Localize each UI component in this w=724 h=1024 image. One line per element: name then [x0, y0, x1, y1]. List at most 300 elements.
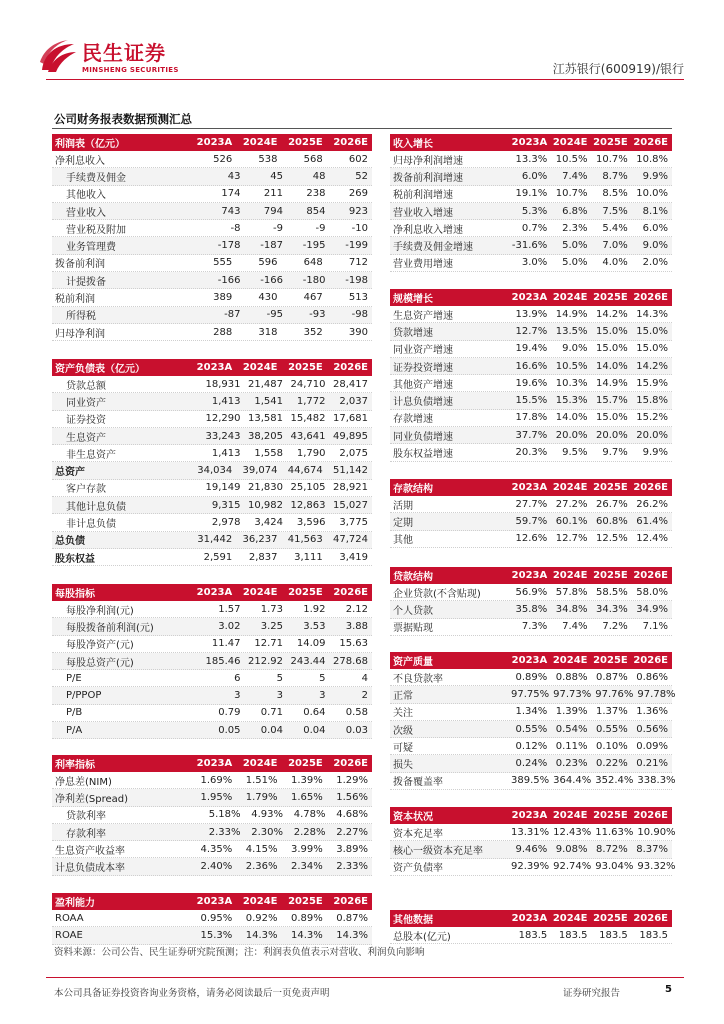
table-title: 资本状况	[393, 812, 433, 823]
row-value: 12,863	[290, 499, 326, 511]
table-header	[390, 910, 672, 927]
table-row	[52, 220, 372, 237]
row-value: 9.5%	[562, 447, 588, 459]
row-label: 拨备前利润增速	[393, 172, 463, 184]
row-value: 8.37%	[636, 843, 668, 855]
row-value: 338.3%	[637, 775, 676, 787]
header-divider	[46, 79, 684, 80]
row-label: 同业负债增速	[393, 431, 453, 443]
row-label: 损失	[393, 760, 413, 772]
row-value: 568	[303, 153, 323, 165]
year-header: 2025E	[288, 587, 323, 598]
row-label: P/PPOP	[66, 690, 102, 702]
table-row	[52, 393, 372, 410]
row-value: 17,681	[333, 413, 368, 425]
table-row	[52, 480, 372, 497]
row-value: 3,775	[339, 517, 368, 529]
table-row	[390, 323, 672, 340]
table-title: 其他数据	[393, 915, 433, 926]
row-value: 8.7%	[602, 170, 628, 182]
year-header: 2024E	[552, 913, 588, 924]
row-value: 49,895	[333, 430, 368, 442]
row-value: 1.69%	[200, 774, 233, 786]
year-header: 2023A	[511, 137, 548, 148]
row-value: 1.65%	[290, 791, 323, 803]
row-value: 10.3%	[555, 377, 588, 389]
brand-name-en: MINSHENG SECURITIES	[82, 66, 179, 74]
year-header: 2026E	[333, 137, 368, 148]
table-title: 每股指标	[55, 589, 95, 600]
right-table	[390, 289, 672, 462]
row-value: 183.5	[558, 929, 588, 941]
footer-divider	[46, 977, 684, 978]
row-value: 93.32%	[637, 861, 676, 873]
row-value: 5.18%	[208, 809, 241, 821]
table-title: 利润表（亿元）	[55, 139, 125, 150]
row-value: 238	[306, 188, 326, 200]
row-value: -195	[302, 240, 326, 252]
table-header	[52, 893, 372, 910]
row-label: 计息负债增速	[393, 397, 453, 409]
table-row	[52, 772, 372, 789]
table-row	[390, 168, 672, 185]
row-value: 2.12	[345, 603, 368, 615]
row-value: 2.34%	[290, 861, 323, 873]
row-value: 19.1%	[515, 188, 548, 200]
row-value: 39,074	[242, 465, 278, 477]
table-row	[52, 445, 372, 462]
table-row	[52, 858, 372, 875]
right-table	[390, 910, 672, 944]
year-header: 2025E	[593, 292, 628, 303]
table-row	[390, 669, 672, 686]
row-value: 12.5%	[595, 533, 628, 545]
table-row	[52, 807, 372, 824]
row-value: 36,237	[242, 534, 278, 546]
table-row	[52, 428, 372, 445]
row-value: 18,931	[205, 378, 241, 390]
table-row	[390, 375, 672, 392]
row-value: 20.0%	[636, 429, 668, 441]
row-label: 个人贷款	[393, 605, 433, 617]
row-value: 11.47	[211, 638, 241, 650]
row-value: 0.23%	[555, 758, 588, 770]
row-value: 10.7%	[555, 188, 588, 200]
table-header	[52, 134, 372, 151]
row-value: 2.28%	[293, 826, 326, 838]
row-value: 430	[258, 292, 278, 304]
table-row	[52, 411, 372, 428]
table-row	[390, 704, 672, 721]
table-row	[52, 186, 372, 203]
row-label: 贷款利率	[66, 811, 106, 823]
row-value: 526	[213, 153, 233, 165]
row-label: 计提拨备	[66, 276, 106, 288]
row-label: 资本充足率	[393, 828, 443, 840]
row-value: 2,037	[339, 395, 368, 407]
year-header: 2023A	[511, 655, 548, 666]
table-row	[390, 203, 672, 220]
row-value: 1,558	[254, 447, 283, 459]
year-header: 2023A	[511, 570, 548, 581]
row-value: 0.87%	[595, 671, 628, 683]
row-value: 15.0%	[636, 325, 668, 337]
row-value: 19.6%	[515, 377, 548, 389]
row-value: 7.1%	[642, 621, 668, 633]
row-label: 税前利润	[55, 294, 95, 306]
left-table	[52, 755, 372, 876]
row-value: 12,290	[205, 413, 241, 425]
row-value: 20.3%	[515, 447, 548, 459]
table-row	[390, 824, 676, 841]
row-label: 所得税	[66, 311, 96, 323]
row-value: 15,027	[333, 499, 368, 511]
table-row	[52, 722, 372, 739]
row-value: 2,978	[211, 517, 241, 529]
left-table	[52, 893, 372, 945]
row-value: 34.9%	[636, 603, 668, 615]
year-header: 2023A	[511, 292, 548, 303]
table-row	[52, 376, 372, 393]
year-header: 2024E	[552, 655, 588, 666]
row-label: 次级	[393, 725, 413, 737]
row-label: 拨备前利润	[55, 259, 105, 271]
row-value: 12.7%	[555, 533, 588, 545]
table-row	[52, 255, 372, 272]
row-value: 4.68%	[336, 809, 368, 821]
row-value: 13.5%	[555, 325, 588, 337]
year-header: 2024E	[242, 137, 278, 148]
row-value: 389.5%	[511, 775, 550, 787]
row-value: 26.7%	[595, 498, 628, 510]
table-header	[390, 567, 672, 584]
row-value: 1,772	[296, 395, 326, 407]
row-value: 21,487	[248, 378, 283, 390]
row-value: 467	[303, 292, 323, 304]
row-value: 6.0%	[642, 222, 668, 234]
year-header: 2024E	[552, 810, 588, 821]
row-value: 0.54%	[555, 723, 588, 735]
row-label: 定期	[393, 517, 413, 529]
table-row	[52, 151, 372, 168]
row-value: 35.8%	[515, 603, 548, 615]
year-header: 2023A	[196, 896, 233, 907]
row-value: 45	[270, 170, 283, 182]
row-label: 非计息负债	[66, 519, 116, 531]
row-value: 34.8%	[555, 603, 588, 615]
table-header	[52, 584, 372, 601]
row-value: 14.3%	[636, 308, 668, 320]
row-value: 7.2%	[602, 621, 628, 633]
row-value: 1.36%	[636, 706, 668, 718]
row-value: 0.05	[218, 724, 241, 736]
row-value: 3.02	[218, 620, 241, 632]
row-value: 513	[348, 292, 368, 304]
row-value: 923	[348, 205, 368, 217]
row-value: 1.79%	[245, 791, 278, 803]
row-value: 8.1%	[642, 205, 668, 217]
row-value: 2,591	[203, 551, 233, 563]
row-label: P/A	[66, 724, 83, 736]
row-value: 93.04%	[595, 861, 634, 873]
row-label: 净利差(Spread)	[55, 793, 129, 805]
row-value: 14.9%	[595, 377, 628, 389]
row-value: 3,111	[294, 551, 323, 563]
row-value: 8.72%	[595, 843, 628, 855]
row-value: 364.4%	[553, 775, 592, 787]
year-header: 2026E	[633, 913, 668, 924]
row-value: 21,830	[248, 482, 283, 494]
row-value: 10,982	[248, 499, 283, 511]
row-value: -8	[230, 222, 241, 234]
right-table	[390, 479, 672, 548]
table-row	[390, 255, 672, 272]
row-value: 1.34%	[515, 706, 548, 718]
table-header	[52, 755, 372, 772]
row-value: 14.0%	[555, 412, 588, 424]
row-value: 278.68	[333, 655, 368, 667]
table-row	[390, 686, 676, 703]
year-header: 2024E	[552, 292, 588, 303]
row-value: 269	[348, 188, 368, 200]
row-value: 1,790	[296, 447, 326, 459]
row-value: 92.74%	[553, 861, 592, 873]
row-label: 净利息收入增速	[393, 224, 463, 236]
table-row	[390, 186, 672, 203]
row-value: 20.0%	[555, 429, 588, 441]
table-title: 存款结构	[393, 484, 433, 495]
row-label: 营业收入	[66, 207, 106, 219]
row-value: -187	[260, 240, 283, 252]
row-label: 生息资产增速	[393, 310, 453, 322]
row-label: 每股总资产(元)	[66, 657, 134, 669]
row-value: 0.12%	[515, 740, 548, 752]
year-header: 2023A	[196, 362, 233, 373]
row-label: 其他	[393, 535, 413, 547]
row-value: 33,243	[205, 430, 241, 442]
table-row	[52, 514, 372, 531]
table-row	[52, 653, 372, 670]
row-label: 总负债	[55, 536, 85, 548]
row-value: 794	[263, 205, 283, 217]
table-row	[52, 927, 372, 944]
row-value: 0.79	[218, 707, 241, 719]
row-value: 7.5%	[602, 205, 628, 217]
year-header: 2025E	[593, 655, 628, 666]
minsheng-logo-icon	[38, 40, 78, 74]
row-value: 1,413	[211, 395, 241, 407]
row-label: 证券投资增速	[393, 362, 453, 374]
row-label: 业务管理费	[66, 242, 116, 254]
row-value: 19,149	[205, 482, 241, 494]
row-value: 5	[319, 672, 326, 684]
table-row	[52, 618, 372, 635]
row-value: 538	[258, 153, 278, 165]
table-row	[52, 168, 372, 185]
table-row	[390, 584, 672, 601]
row-value: 9.08%	[555, 843, 588, 855]
row-value: 12.4%	[636, 533, 668, 545]
table-row	[390, 513, 672, 530]
row-label: 其他计息负债	[66, 501, 126, 513]
row-label: 其他资产增速	[393, 379, 453, 391]
year-header: 2024E	[552, 570, 588, 581]
row-value: 15.5%	[515, 395, 548, 407]
row-value: -180	[302, 274, 326, 286]
row-value: 0.55%	[515, 723, 548, 735]
year-header: 2024E	[242, 896, 278, 907]
row-value: 0.56%	[636, 723, 668, 735]
row-label: 营业收入增速	[393, 207, 453, 219]
page-number: 5	[665, 984, 672, 995]
row-value: 15.2%	[636, 412, 668, 424]
row-value: 15.3%	[200, 929, 233, 941]
table-row	[390, 151, 672, 168]
year-header: 2023A	[196, 758, 233, 769]
table-row	[390, 341, 672, 358]
year-header: 2026E	[633, 655, 668, 666]
row-value: 4.93%	[251, 809, 283, 821]
row-value: 4.78%	[293, 809, 326, 821]
row-value: 1,541	[254, 395, 283, 407]
row-value: 2,075	[339, 447, 368, 459]
left-table	[52, 584, 372, 739]
table-row	[52, 636, 372, 653]
row-value: 43	[227, 170, 241, 182]
row-label: 手续费及佣金	[66, 172, 126, 184]
row-value: -166	[260, 274, 283, 286]
row-label: 可疑	[393, 742, 413, 754]
table-row	[52, 910, 372, 927]
row-value: 743	[221, 205, 241, 217]
row-value: 0.64	[303, 707, 326, 719]
row-label: 贷款增速	[393, 327, 433, 339]
row-value: 0.86%	[636, 671, 668, 683]
row-value: 97.76%	[595, 688, 634, 700]
row-value: 1.39%	[290, 774, 323, 786]
row-value: 288	[213, 326, 233, 338]
table-row	[390, 220, 672, 237]
row-value: 4.0%	[602, 257, 628, 269]
row-value: 183.5	[639, 929, 668, 941]
row-label: 净息差(NIM)	[55, 776, 112, 788]
row-value: 15.0%	[595, 325, 628, 337]
year-header: 2026E	[633, 292, 668, 303]
report-subject: 江苏银行(600919)/银行	[552, 62, 684, 76]
row-value: 3	[319, 690, 326, 702]
row-value: 47,724	[333, 534, 368, 546]
row-value: 2,837	[248, 551, 278, 563]
row-value: 15,482	[290, 413, 326, 425]
row-value: 183.5	[599, 929, 628, 941]
year-header: 2023A	[196, 587, 233, 598]
row-label: 净利息收入	[55, 155, 105, 167]
row-value: 2.30%	[251, 826, 283, 838]
row-value: 12.43%	[553, 826, 592, 838]
row-value: 14.2%	[636, 360, 668, 372]
row-label: 股东权益	[55, 553, 95, 565]
row-value: 2.3%	[562, 222, 588, 234]
row-value: 13.31%	[511, 826, 550, 838]
year-header: 2025E	[593, 913, 628, 924]
row-value: 318	[258, 326, 278, 338]
row-value: 4.35%	[200, 843, 233, 855]
row-value: 2.36%	[245, 861, 278, 873]
table-title: 收入增长	[393, 139, 433, 150]
row-value: 3	[276, 690, 283, 702]
row-value: 4.15%	[245, 843, 278, 855]
row-label: 总资产	[55, 467, 85, 479]
row-value: 14.3%	[290, 929, 323, 941]
row-value: 57.8%	[555, 586, 588, 598]
row-label: 证券投资	[66, 415, 106, 427]
table-row	[390, 358, 672, 375]
row-value: 0.89%	[290, 912, 323, 924]
table-row	[390, 444, 672, 461]
row-value: -178	[217, 240, 241, 252]
row-value: 24,710	[290, 378, 326, 390]
right-table	[390, 567, 672, 636]
row-value: 0.21%	[636, 758, 668, 770]
row-label: 贷款总额	[66, 380, 106, 392]
row-value: 12.71	[254, 638, 283, 650]
row-value: -9	[273, 222, 283, 234]
row-value: 92.39%	[511, 861, 550, 873]
year-header: 2026E	[333, 587, 368, 598]
table-row	[52, 497, 372, 514]
row-value: 14.09	[296, 638, 326, 650]
row-label: 计息负债成本率	[55, 863, 125, 875]
row-value: 7.4%	[562, 621, 588, 633]
row-label: 归母净利润增速	[393, 155, 463, 167]
row-value: 5.4%	[602, 222, 628, 234]
table-row	[52, 307, 372, 324]
row-value: 97.78%	[637, 688, 676, 700]
table-row	[390, 841, 672, 858]
row-value: 14.9%	[555, 308, 588, 320]
table-row	[390, 773, 676, 790]
row-label: 归母净利润	[55, 328, 105, 340]
row-value: 60.1%	[555, 515, 588, 527]
row-value: -199	[345, 240, 368, 252]
row-value: 10.5%	[555, 360, 588, 372]
row-value: -198	[345, 274, 368, 286]
table-row	[52, 272, 372, 289]
year-header: 2024E	[552, 137, 588, 148]
table-header	[390, 134, 672, 151]
row-value: 10.0%	[636, 188, 668, 200]
row-value: 7.4%	[562, 170, 588, 182]
row-value: 25,105	[290, 482, 326, 494]
table-title: 贷款结构	[393, 572, 433, 583]
year-header: 2024E	[242, 362, 278, 373]
table-header	[390, 479, 672, 496]
row-value: 5.0%	[562, 257, 588, 269]
table-row	[52, 203, 372, 220]
year-header: 2024E	[242, 587, 278, 598]
row-value: 27.2%	[555, 498, 588, 510]
table-row	[52, 237, 372, 254]
table-row	[390, 392, 672, 409]
year-header: 2023A	[511, 482, 548, 493]
row-value: 211	[263, 188, 283, 200]
table-row	[52, 789, 372, 806]
row-value: 10.8%	[636, 153, 668, 165]
row-value: 13,581	[248, 413, 283, 425]
table-row	[52, 601, 372, 618]
row-value: 58.5%	[595, 586, 628, 598]
row-value: 14.0%	[595, 360, 628, 372]
